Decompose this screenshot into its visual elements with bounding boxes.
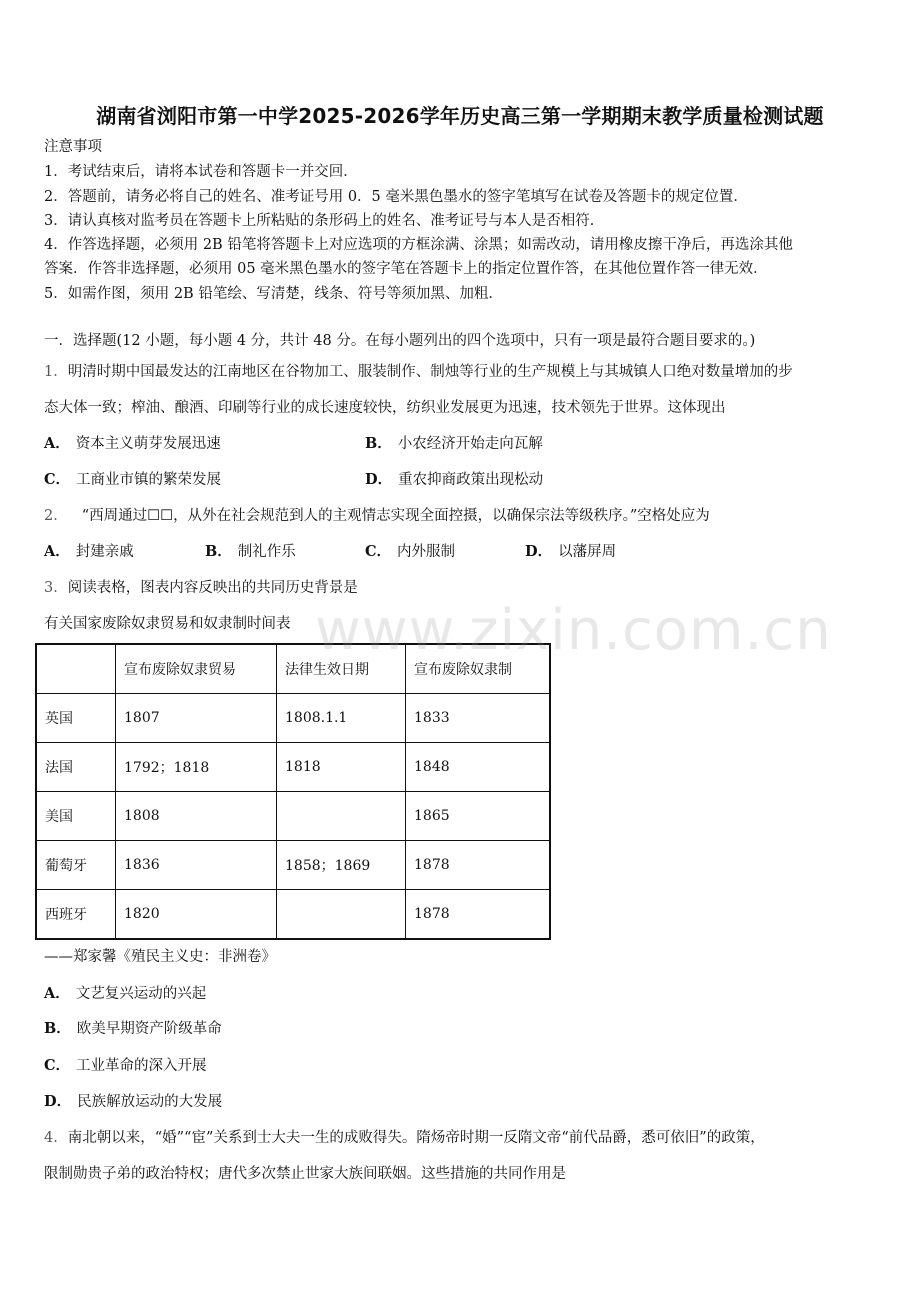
notice-item: 2．答题前，请务必将自己的姓名、准考证号用 0．5 毫米黑色墨水的签字笔填写在试卷及答题卡的规定位置． <box>44 189 748 205</box>
table-cell: 1818 <box>277 743 406 792</box>
table-cell: 1878 <box>406 890 551 940</box>
question-number: 3． <box>44 580 68 596</box>
option-text: 内外服制 <box>397 544 456 560</box>
option-key: C． <box>44 471 71 488</box>
q3-option-b <box>44 1019 222 1039</box>
table-header-cell: 宣布废除奴隶制 <box>406 644 551 694</box>
option-key: D． <box>525 543 553 560</box>
q2-option-a <box>44 542 134 562</box>
table-cell: 西班牙 <box>36 890 116 940</box>
question-number: 1． <box>44 364 68 380</box>
option-text: 欧美早期资产阶级革命 <box>76 1021 222 1037</box>
table-header-cell: 法律生效日期 <box>277 644 406 694</box>
table-row <box>36 890 550 940</box>
section-heading: 一．选择题(12 小题，每小题 4 分，共计 48 分。在每小题列出的四个选项中，只有一项是最符合题目要求的。) <box>44 333 756 349</box>
table-header-cell <box>36 644 116 694</box>
table-cell: 1792；1818 <box>116 743 277 792</box>
option-key: B． <box>205 543 232 560</box>
option-text: 资本主义萌芽发展迅速 <box>75 436 221 452</box>
question-2 <box>44 506 710 526</box>
q2-option-c <box>365 542 455 562</box>
option-text: 重农抑商政策出现松动 <box>398 472 544 488</box>
page-title: 湖南省浏阳市第一中学2025-2026学年历史高三第一学期期末教学质量检测试题 <box>96 104 824 128</box>
table-caption: 有关国家废除奴隶贸易和奴隶制时间表 <box>44 616 291 632</box>
table-cell: 1808 <box>116 792 277 841</box>
option-text: 文艺复兴运动的兴起 <box>75 986 207 1002</box>
abolition-table <box>35 643 551 940</box>
question-1-line1 <box>44 362 793 382</box>
notice-item: 5．如需作图，须用 2B 铅笔绘、写清楚，线条、符号等须加黑、加粗． <box>44 286 503 302</box>
question-text: 阅读表格，图表内容反映出的共同历史背景是 <box>67 580 358 596</box>
q3-option-a <box>44 984 206 1004</box>
question-text: “西周通过☐☐，从外在社会规范到人的主观情志实现全面控摄，以确保宗法等级秩序。”空格处应为 <box>81 508 710 524</box>
option-key: A． <box>44 435 70 452</box>
q3-option-c <box>44 1056 207 1076</box>
option-text: 民族解放运动的大发展 <box>77 1094 223 1110</box>
table-cell: 1820 <box>116 890 277 940</box>
table-row <box>36 792 550 841</box>
table-cell: 法国 <box>36 743 116 792</box>
notice-heading: 注意事项 <box>44 139 102 155</box>
notice-item: 1．考试结束后，请将本试卷和答题卡一并交回． <box>44 164 358 180</box>
table-cell: 1807 <box>116 694 277 743</box>
question-number: 4． <box>44 1130 68 1146</box>
question-4-line2: 限制勋贵子弟的政治特权；唐代多次禁止世家大族间联姻。这些措施的共同作用是 <box>44 1166 566 1182</box>
option-key: D． <box>44 1093 72 1110</box>
option-key: D． <box>365 471 393 488</box>
question-text: 明清时期中国最发达的江南地区在谷物加工、服装制作、制烛等行业的生产规模上与其城镇人口绝对数量增加的步 <box>67 364 793 380</box>
option-text: 以藩屏周 <box>558 544 617 560</box>
option-key: A． <box>44 985 70 1002</box>
table-cell <box>277 890 406 940</box>
table-cell: 1833 <box>406 694 551 743</box>
table-cell: 美国 <box>36 792 116 841</box>
q1-option-b <box>365 434 543 454</box>
q1-option-c <box>44 470 221 490</box>
q1-option-d <box>365 470 543 490</box>
notice-item: 4．作答选择题，必须用 2B 铅笔将答题卡上对应选项的方框涂满、涂黑；如需改动，请用橡皮擦干净后，再选涂其他 <box>44 237 793 253</box>
question-3 <box>44 578 358 598</box>
option-key: B． <box>44 1020 71 1037</box>
option-text: 制礼作乐 <box>237 544 296 560</box>
table-row <box>36 743 550 792</box>
q2-option-d <box>525 542 616 562</box>
option-text: 工业革命的深入开展 <box>76 1058 207 1074</box>
option-key: C． <box>365 543 392 560</box>
table-cell: 1865 <box>406 792 551 841</box>
table-cell: 1808.1.1 <box>277 694 406 743</box>
watermark: www.zixin.com.cn <box>315 598 832 663</box>
question-1-line2: 态大体一致；榨油、酿酒、印刷等行业的成长速度较快，纺织业发展更为迅速，技术领先于世界。这体现出 <box>44 400 726 416</box>
table-header-row <box>36 644 550 694</box>
table-cell <box>277 792 406 841</box>
option-key: B． <box>365 435 392 452</box>
table-header-cell: 宣布废除奴隶贸易 <box>116 644 277 694</box>
option-text: 封建亲戚 <box>75 544 134 560</box>
notice-item: 答案．作答非选择题，必须用 05 毫米黑色墨水的签字笔在答题卡上的指定位置作答，在其他位置作答一律无效． <box>44 261 768 277</box>
table-cell: 1848 <box>406 743 551 792</box>
table-cell: 葡萄牙 <box>36 841 116 890</box>
q3-option-d <box>44 1092 222 1112</box>
question-text: 南北朝以来，“婚”“宦”关系到士大夫一生的成败得失。隋炀帝时期一反隋文帝“前代品爵，悉可依旧”的政策， <box>67 1130 765 1146</box>
notice-item: 3．请认真核对监考员在答题卡上所粘贴的条形码上的姓名、准考证号与本人是否相符． <box>44 213 605 229</box>
question-4-line1 <box>44 1128 765 1148</box>
table-source: ——郑家馨《殖民主义史：非洲卷》 <box>44 949 276 965</box>
table-cell: 1858；1869 <box>277 841 406 890</box>
option-key: C． <box>44 1057 71 1074</box>
q2-option-b <box>205 542 296 562</box>
question-number: 2． <box>44 508 68 524</box>
table-cell: 1836 <box>116 841 277 890</box>
table-row <box>36 841 550 890</box>
table-row <box>36 694 550 743</box>
option-text: 小农经济开始走向瓦解 <box>397 436 543 452</box>
q1-option-a <box>44 434 221 454</box>
option-key: A． <box>44 543 70 560</box>
option-text: 工商业市镇的繁荣发展 <box>76 472 222 488</box>
table-cell: 1878 <box>406 841 551 890</box>
table-cell: 英国 <box>36 694 116 743</box>
